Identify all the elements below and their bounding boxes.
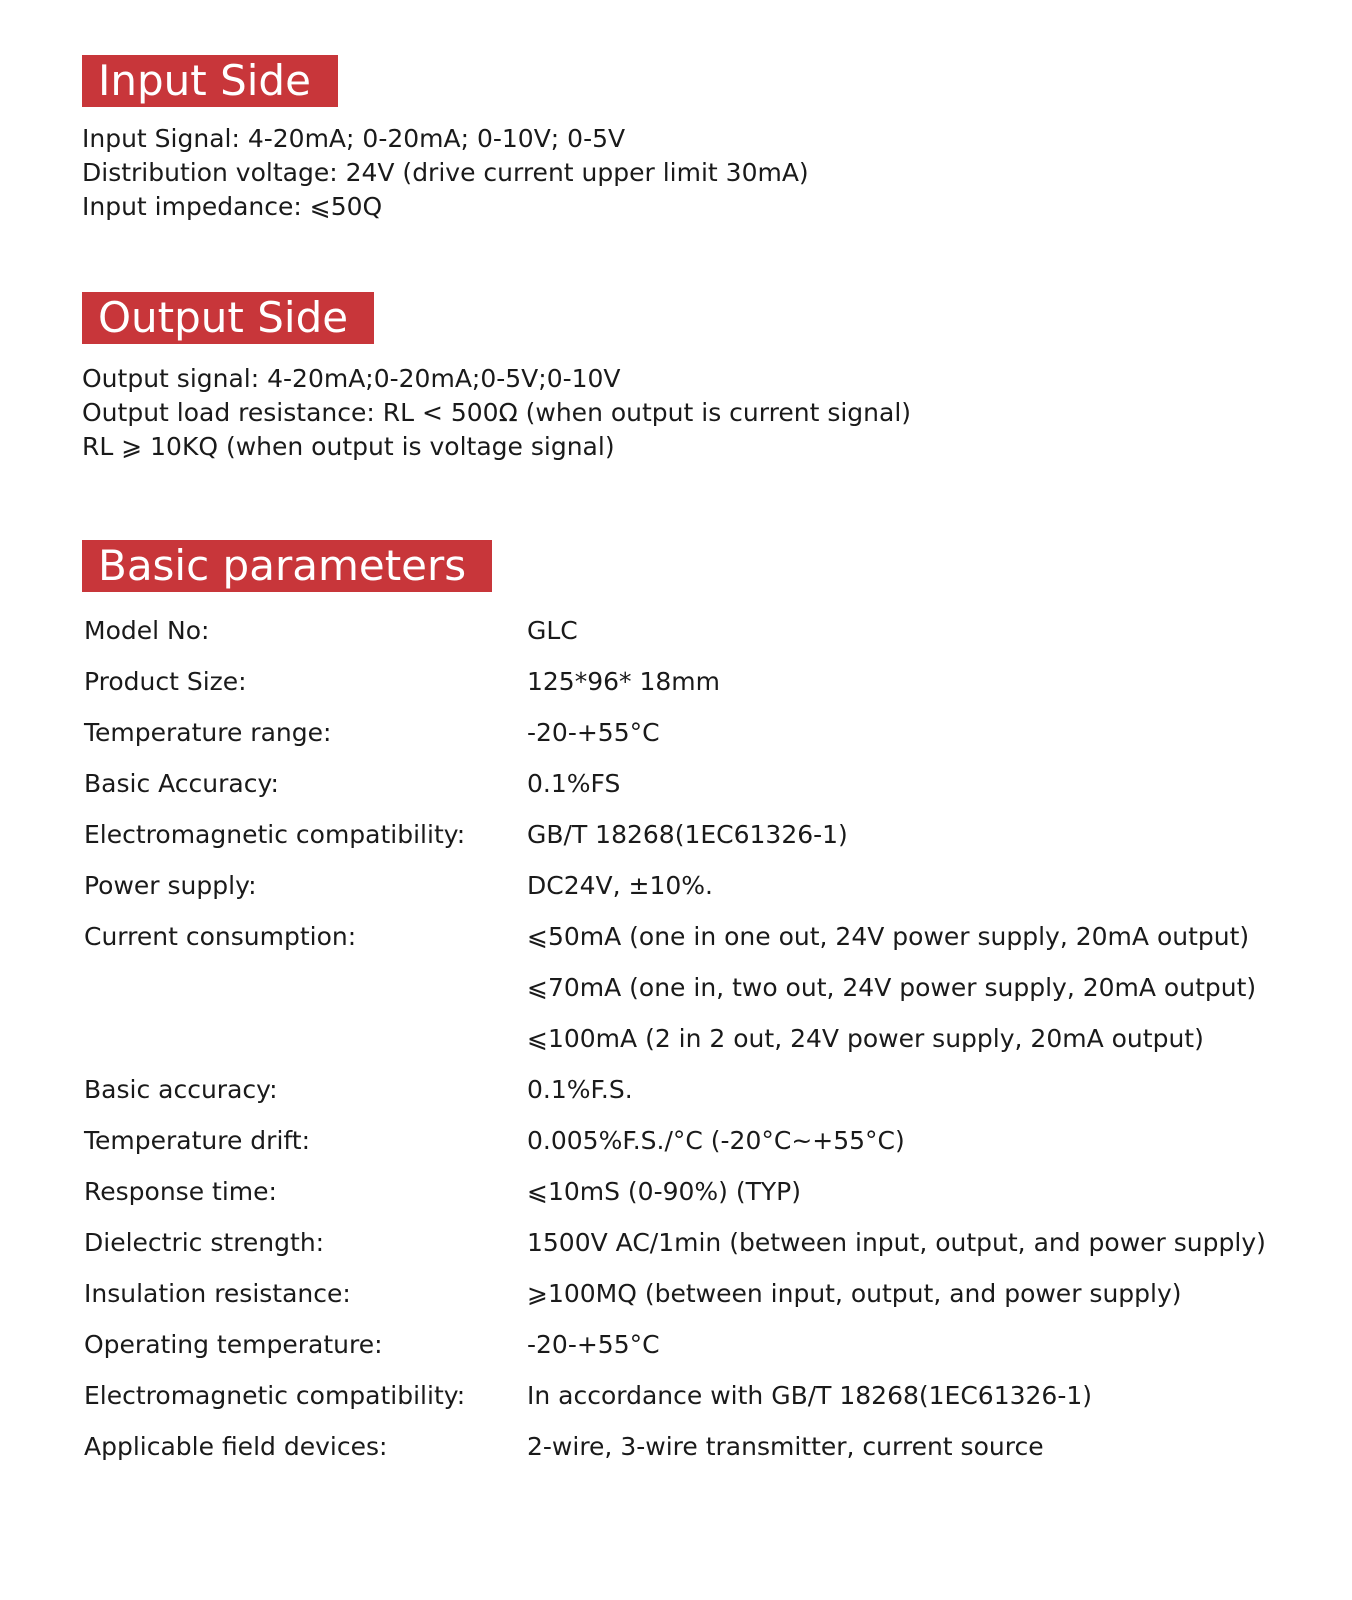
param-label (84, 1013, 527, 1064)
input-side-specs (82, 122, 809, 224)
param-row (84, 656, 1284, 707)
param-label: Basic accuracy: (84, 1075, 278, 1104)
param-value: GB/T 18268(1EC61326-1) (527, 820, 848, 849)
param-row (84, 911, 1284, 962)
param-row (84, 1166, 1284, 1217)
param-value: 0.1%FS (527, 769, 621, 798)
param-label: Dielectric strength: (84, 1228, 325, 1257)
param-row (84, 707, 1284, 758)
param-label: Current consumption: (84, 922, 357, 951)
param-value: 2-wire, 3-wire transmitter, current source (527, 1432, 1044, 1461)
output-signal-line: Output signal: 4-20mA;0-20mA;0-5V;0-10V (82, 364, 621, 393)
param-value: GLC (527, 616, 578, 645)
input-signal-line: Input Signal: 4-20mA; 0-20mA; 0-10V; 0-5V (82, 124, 626, 153)
param-label: Model No: (84, 616, 210, 645)
param-label (84, 962, 527, 1013)
param-value: 1500V AC/1min (between input, output, and power supply) (527, 1228, 1266, 1257)
output-side-specs (82, 362, 911, 464)
param-value: -20-+55°C (527, 1330, 660, 1359)
output-side-heading: Output Side (82, 292, 374, 344)
param-value: 0.1%F.S. (527, 1075, 633, 1104)
output-load-resistance-line: Output load resistance: RL < 500Ω (when output is current signal) (82, 398, 912, 427)
param-row (84, 1370, 1284, 1421)
param-value: ⩽50mA (one in one out, 24V power supply, 20mA output) (527, 922, 1250, 951)
input-side-heading: Input Side (82, 55, 338, 107)
param-row (84, 962, 1284, 1013)
param-row (84, 809, 1284, 860)
param-value: ⩽70mA (one in, two out, 24V power supply, 20mA output) (527, 973, 1257, 1002)
param-label: Product Size: (84, 667, 247, 696)
param-value: ⩾100MQ (between input, output, and power supply) (527, 1279, 1182, 1308)
param-label: Temperature drift: (84, 1126, 310, 1155)
param-row (84, 1013, 1284, 1064)
param-value: 0.005%F.S./°C (-20°C~+55°C) (527, 1126, 905, 1155)
param-value: ⩽10mS (0-90%) (TYP) (527, 1177, 801, 1206)
param-row (84, 1421, 1284, 1472)
param-label: Basic Accuracy: (84, 769, 279, 798)
param-row (84, 605, 1284, 656)
basic-parameters-table (84, 605, 1284, 1472)
param-value: DC24V, ±10%. (527, 871, 713, 900)
param-label: Electromagnetic compatibility: (84, 820, 466, 849)
param-row (84, 1115, 1284, 1166)
voltage-load-resistance-line: RL ⩾ 10KQ (when output is voltage signal) (82, 432, 615, 461)
param-label: Electromagnetic compatibility: (84, 1381, 466, 1410)
param-label: Applicable field devices: (84, 1432, 388, 1461)
param-row (84, 1064, 1284, 1115)
param-label: Temperature range: (84, 718, 332, 747)
param-label: Operating temperature: (84, 1330, 383, 1359)
param-label: Insulation resistance: (84, 1279, 351, 1308)
basic-parameters-heading: Basic parameters (82, 540, 492, 592)
param-row (84, 860, 1284, 911)
param-row (84, 1319, 1284, 1370)
param-value: In accordance with GB/T 18268(1EC61326-1) (527, 1381, 1093, 1410)
param-label: Power supply: (84, 871, 257, 900)
param-value: ⩽100mA (2 in 2 out, 24V power supply, 20mA output) (527, 1024, 1204, 1053)
param-label: Response time: (84, 1177, 277, 1206)
param-row (84, 758, 1284, 809)
param-row (84, 1268, 1284, 1319)
distribution-voltage-line: Distribution voltage: 24V (drive current upper limit 30mA) (82, 158, 809, 187)
input-impedance-line: Input impedance: ⩽50Q (82, 192, 383, 221)
param-row (84, 1217, 1284, 1268)
param-value: -20-+55°C (527, 718, 660, 747)
param-value: 125*96* 18mm (527, 667, 720, 696)
